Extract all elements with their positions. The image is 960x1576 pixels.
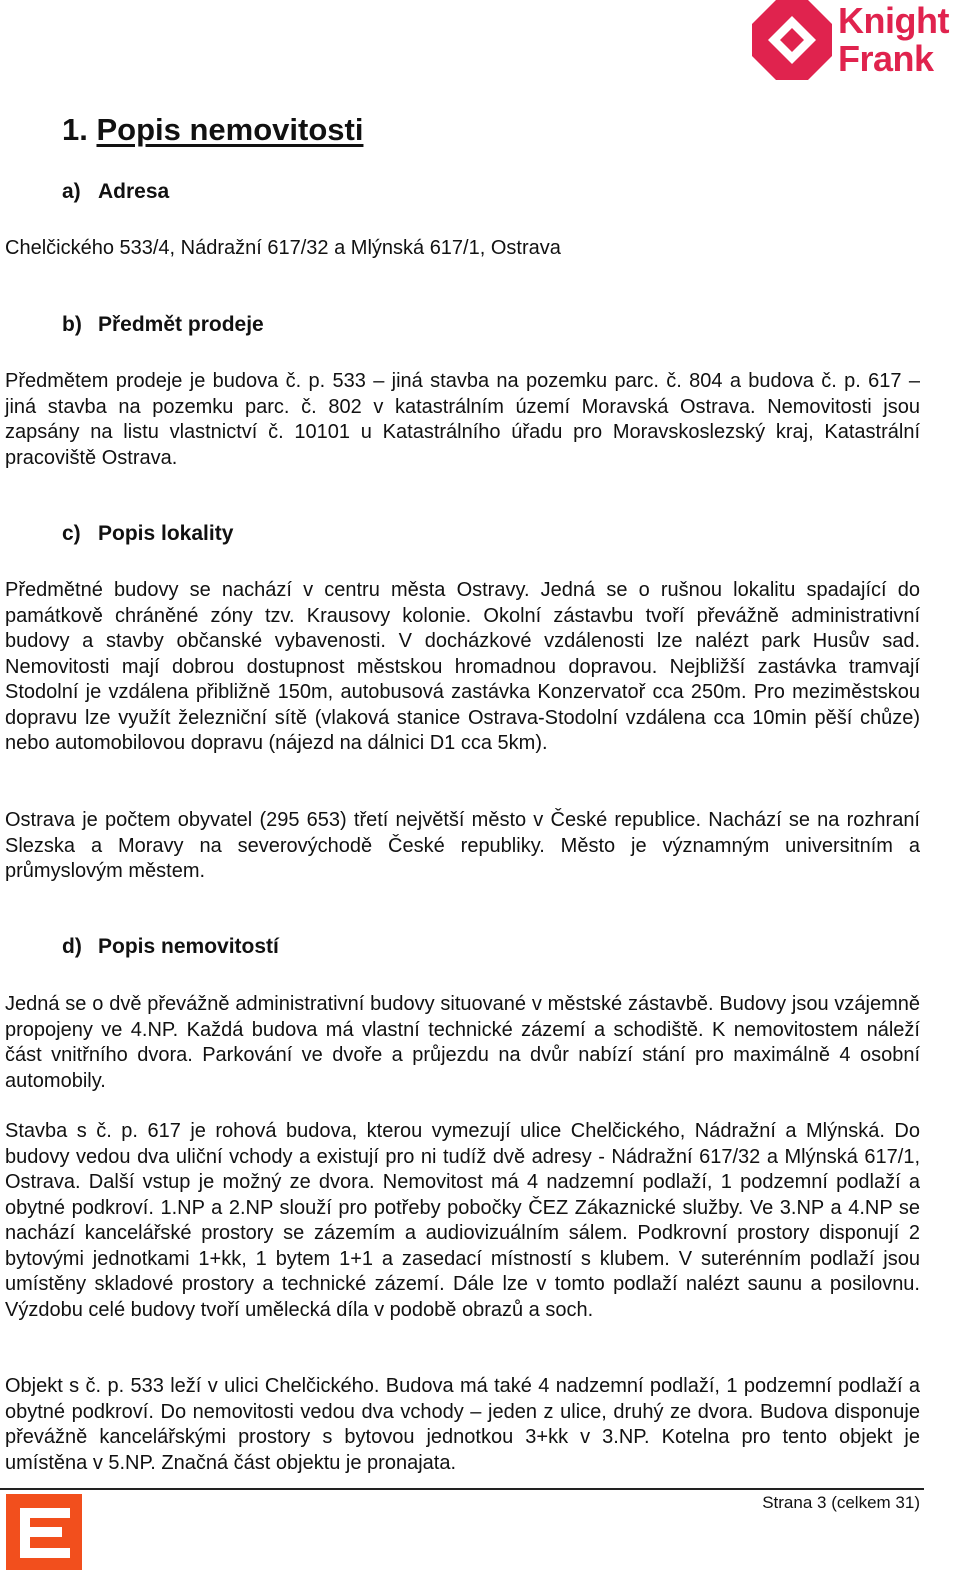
section-heading-d	[62, 933, 279, 961]
logo-line-knight: Knight	[838, 0, 949, 41]
section-label-b: b)	[62, 313, 82, 336]
section-label-c: c)	[62, 522, 81, 545]
section-title-d: Popis nemovitostí	[98, 935, 279, 958]
section-label-a: a)	[62, 180, 81, 203]
section-heading-a	[62, 178, 169, 206]
property-paragraph-2: Stavba s č. p. 617 je rohová budova, kterou vymezují ulice Chelčického, Nádražní a Mlýnská. Do budovy vedou dva uliční vchody a existují pro ni tudíž dvě adresy - Nádražní 617/32 a Mlýnská 617/1, Ostrava. Další vstup je možný ze dvora. Nemovitost má 4 nadzemní podlaží, 1 podzemní podlaží a obytné podkroví. 1.NP a 2.NP slouží pro potřeby pobočky ČEZ Zákaznické služby. Ve 3.NP a 4.NP se nachází kancelářské prostory se zázemím a audiovizuálním sálem. Podkrovní prostory disponují 2 bytovými jednotkami 1+kk, 1 bytem 1+1 a zasedací místností s klubem. V suterénním podlaží jsou umístěny skladové prostory a technické zázemí. Dále lze v tomto podlaží nalézt saunu a posilovnu. Výzdobu celé budovy tvoří umělecká díla v podobě obrazů a soch.	[5, 1120, 920, 1321]
property-paragraph-3: Objekt s č. p. 533 leží v ulici Chelčického. Budova má také 4 nadzemní podlaží, 1 podzemní podlaží a obytné podkroví. Do nemovitosti vedou dva vchody – jeden z ulice, druhý ze dvora. Budova disponuje převážně kancelářskými prostory s bytovou jednotkou 3+kk v 3.NP. Kotelna pro tento objekt je umístěna v 5.NP. Značná část objektu je pronajata.	[5, 1375, 920, 1474]
subject-paragraph: Předmětem prodeje je budova č. p. 533 – jiná stavba na pozemku parc. č. 804 a budova č. p. 617 – jiná stavba na pozemku parc. č. 802 v katastrálním území Moravská Ostrava. Nemovitosti jsou zapsány na listu vlastnictví č. 10101 u Katastrálního úřadu pro Moravskoslezský kraj, Katastrální pracoviště Ostrava.	[5, 370, 920, 469]
section-heading-b	[62, 311, 264, 339]
section-title-c: Popis lokality	[98, 522, 234, 545]
locality-paragraph-2: Ostrava je počtem obyvatel (295 653) třetí největší město v České republice. Nachází se na rozhraní Slezska a Moravy na severovýchodě České republiky. Město je významným universitním a průmyslovým městem.	[5, 809, 920, 882]
cez-logo-icon	[6, 1494, 82, 1570]
section-heading-c	[62, 520, 233, 548]
page-title	[62, 110, 363, 150]
address-paragraph: Chelčického 533/4, Nádražní 617/32 a Mlýnská 617/1, Ostrava	[5, 237, 561, 259]
footer-divider	[0, 1488, 924, 1490]
title-number: 1.	[62, 112, 88, 147]
knight-frank-logo	[752, 0, 960, 80]
page-number: Strana 3 (celkem 31)	[762, 1493, 920, 1512]
cez-logo	[6, 1494, 82, 1570]
logo-line-frank: Frank	[838, 38, 934, 79]
locality-paragraph-1: Předmětné budovy se nachází v centru města Ostravy. Jedná se o rušnou lokalitu spadající do památkově chráněné zóny tzv. Krausovy kolonie. Okolní zástavbu tvoří převážně administrativní budovy a stavby občanské vybavenosti. V docházkové vzdálenosti lze nalézt park Husův sad. Nemovitosti mají dobrou dostupnost městskou hromadnou dopravou. Nejbližší zastávka tramvají Stodolní je vzdálena přibližně 150m, autobusová zastávka Konzervatoř cca 250m. Pro meziměstskou dopravu lze využít železniční sítě (vlaková stanice Ostrava-Stodolní vzdálena cca 10min pěší chůze) nebo automobilovou dopravu (nájezd na dálnici D1 cca 5km).	[5, 579, 920, 754]
section-title-b: Předmět prodeje	[98, 313, 264, 336]
section-title-a: Adresa	[98, 180, 170, 203]
knight-frank-mark-icon	[752, 0, 832, 80]
knight-frank-wordmark	[838, 2, 949, 78]
section-label-d: d)	[62, 935, 82, 958]
title-text: Popis nemovitosti	[96, 112, 364, 147]
property-paragraph-1: Jedná se o dvě převážně administrativní budovy situované v městské zástavbě. Budovy jsou vzájemně propojeny ve 4.NP. Každá budova má vlastní technické zázemí a schodiště. K nemovitostem náleží část vnitřního dvora. Parkování ve dvoře a průjezdu na dvůr nabízí stání pro maximálně 4 osobní automobily.	[5, 993, 920, 1092]
